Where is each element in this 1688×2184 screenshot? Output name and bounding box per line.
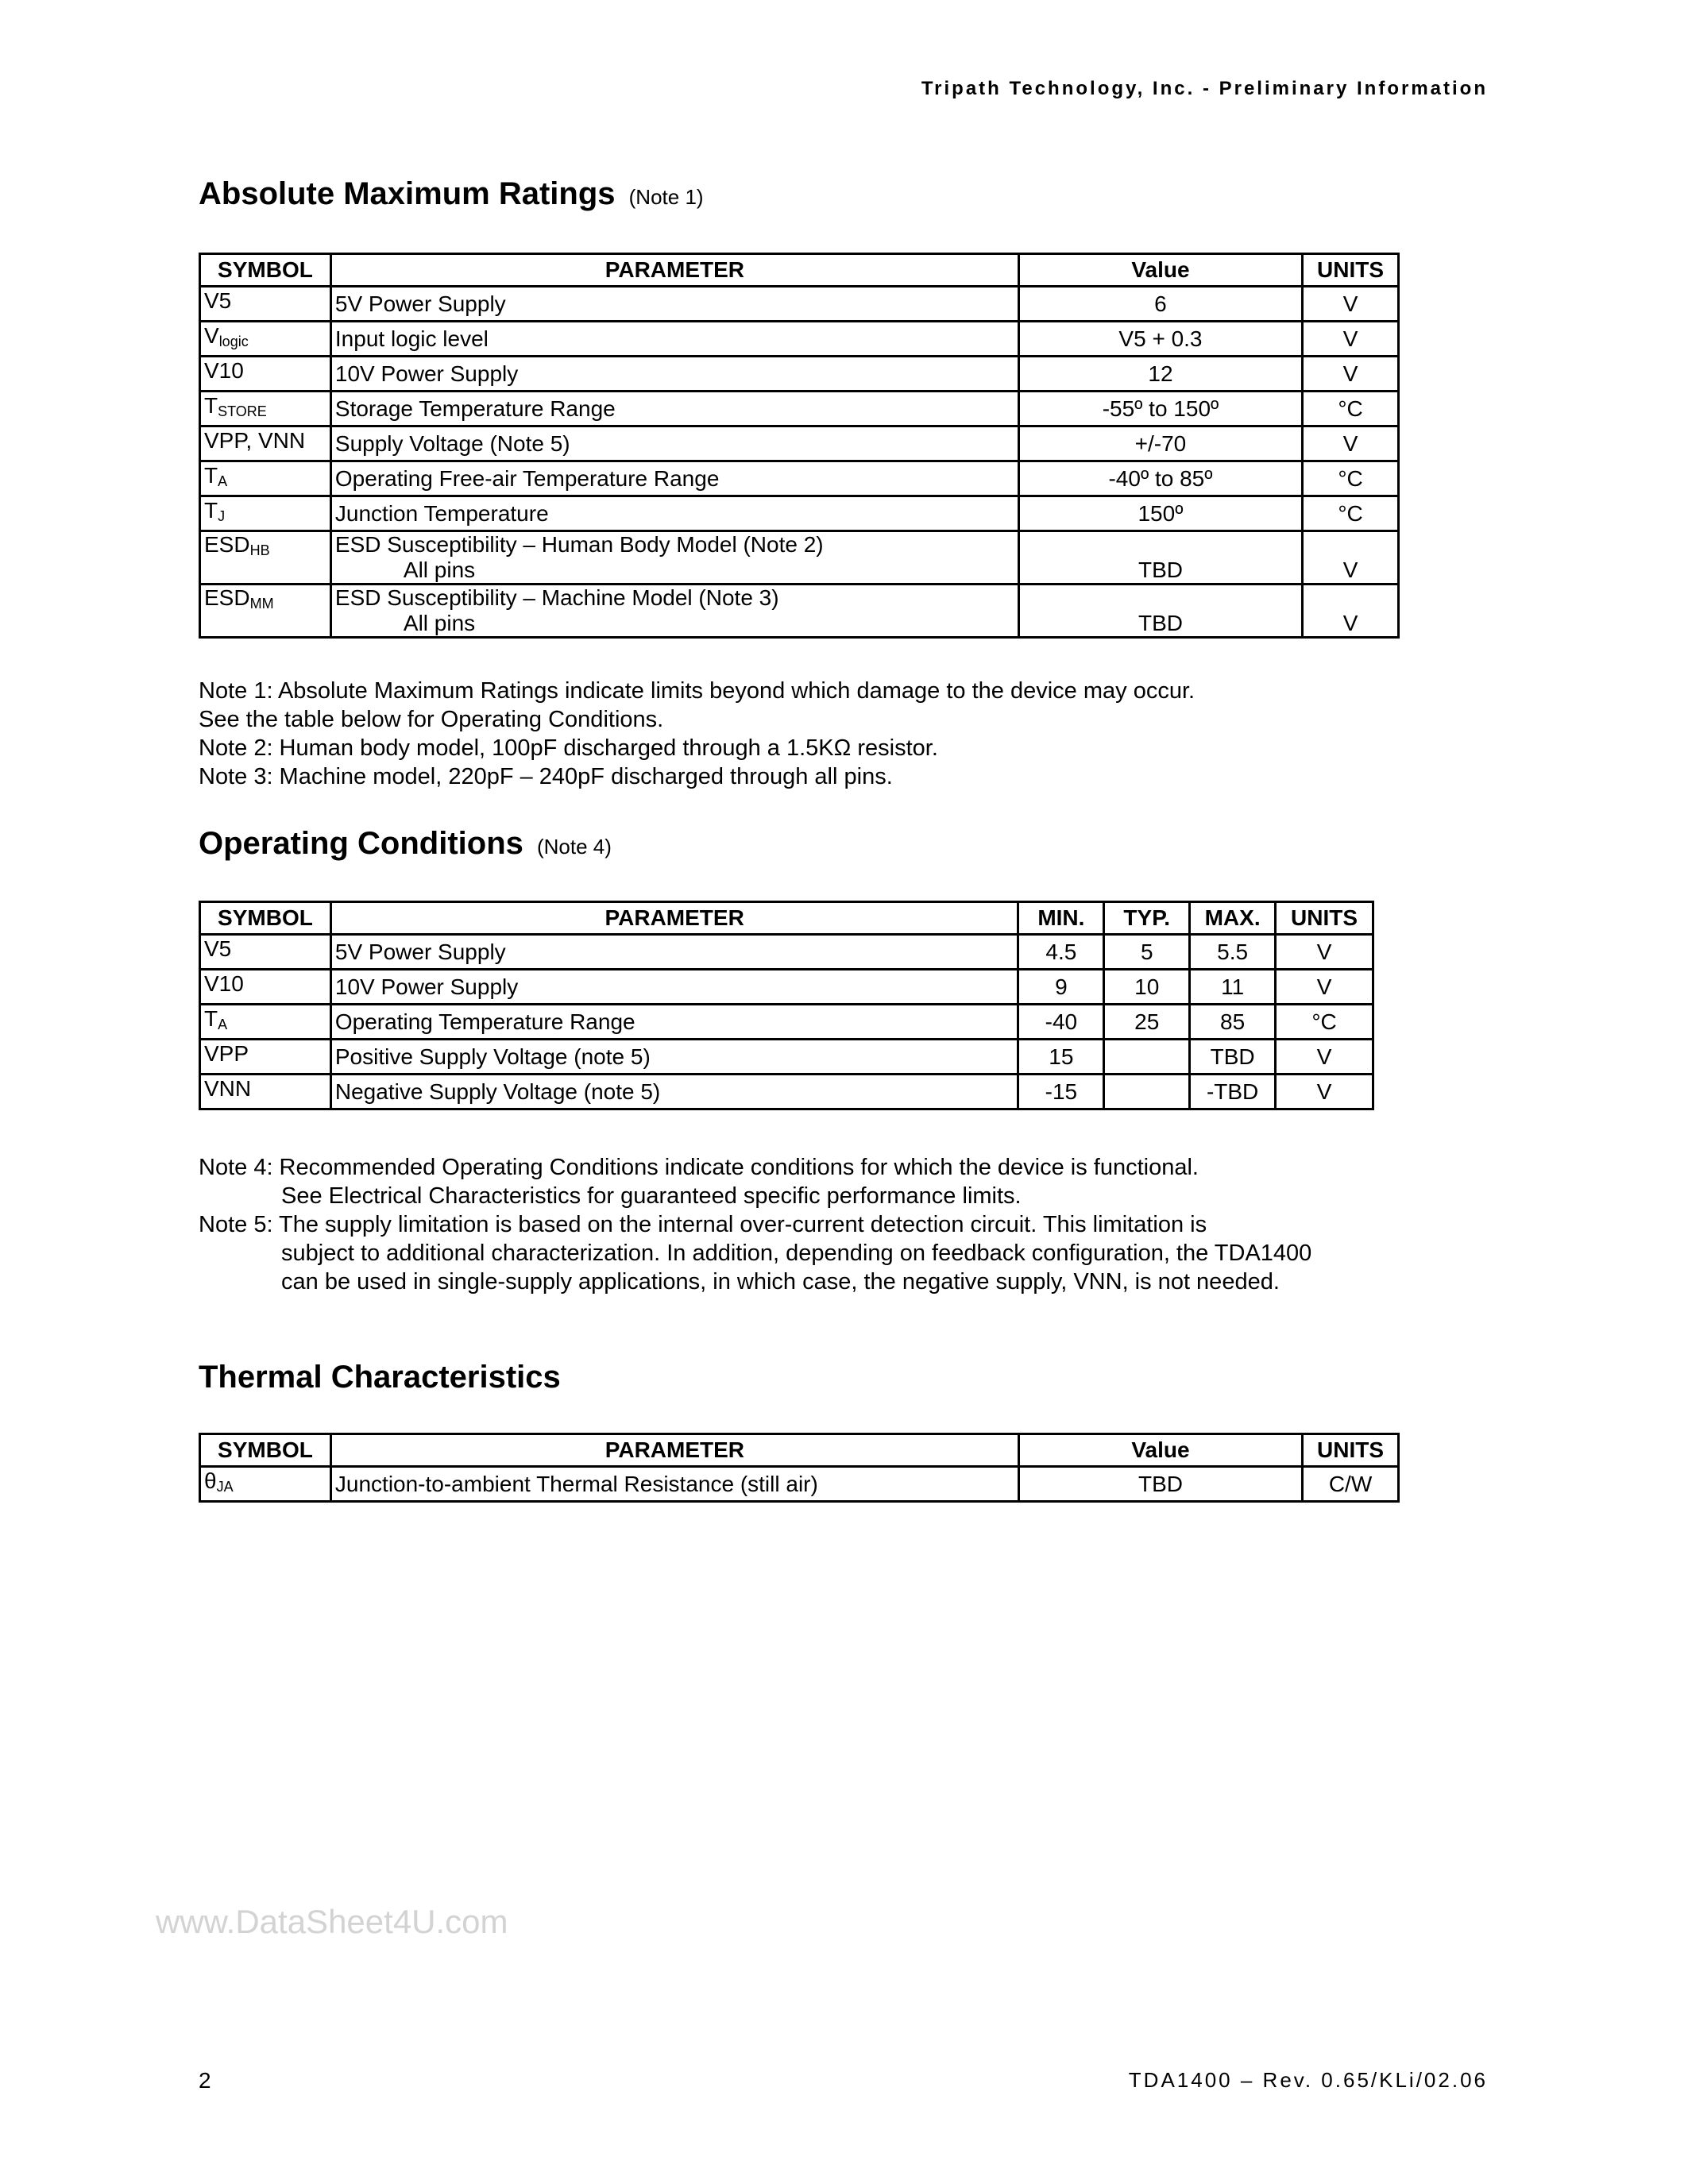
units-cell: V — [1303, 322, 1399, 357]
units-cell: V — [1303, 287, 1399, 322]
symbol-cell: $\theta_{JA}$ — [200, 1467, 331, 1502]
col-header: SYMBOL — [200, 1434, 331, 1467]
symbol-cell: $T_J$ — [200, 496, 331, 531]
table-row — [200, 322, 1399, 357]
units-cell: V — [1303, 426, 1399, 461]
page-number: 2 — [199, 2068, 211, 2093]
symbol-cell: $ESD_{HB}$ — [200, 531, 331, 585]
typ-cell: 10 — [1104, 970, 1190, 1005]
table-header-row — [200, 254, 1399, 287]
col-header: SYMBOL — [200, 902, 331, 935]
parameter-cell: Storage Temperature Range — [330, 392, 1018, 426]
table-row — [200, 1075, 1373, 1109]
symbol-cell: $T_A$ — [200, 1005, 331, 1040]
col-header: Value — [1018, 1434, 1302, 1467]
parameter-cell: Junction-to-ambient Thermal Resistance (still air) — [330, 1467, 1018, 1502]
note-line: can be used in single-supply applications, in which case, the negative supply, VNN, is not needed. — [281, 1269, 1280, 1295]
typ-cell — [1104, 1040, 1190, 1075]
note-line: Note 4: Recommended Operating Conditions indicate conditions for which the device is functional. — [199, 1155, 1199, 1180]
parameter-cell: Junction Temperature — [330, 496, 1018, 531]
min-cell: -15 — [1018, 1075, 1104, 1109]
parameter-cell: 5V Power Supply — [330, 935, 1018, 970]
typ-cell — [1104, 1075, 1190, 1109]
note-line: Note 3: Machine model, 220pF – 240pF discharged through all pins. — [199, 764, 893, 789]
page-header: Tripath Technology, Inc. - Preliminary Information — [921, 78, 1488, 99]
note-line: See Electrical Characteristics for guaranteed specific performance limits. — [281, 1183, 1022, 1209]
note-line: Note 5: The supply limitation is based on the internal over-current detection circuit. This limitation is — [199, 1212, 1207, 1237]
page-footer: TDA1400 – Rev. 0.65/KLi/02.06 — [1128, 2068, 1488, 2092]
abs-max-heading: Absolute Maximum Ratings — [199, 176, 616, 211]
units-cell: °C — [1303, 461, 1399, 496]
units-cell: V — [1303, 357, 1399, 392]
units-cell: °C — [1303, 392, 1399, 426]
units-cell: C/W — [1303, 1467, 1399, 1502]
table-row — [200, 357, 1399, 392]
min-cell: 15 — [1018, 1040, 1104, 1075]
typ-cell: 25 — [1104, 1005, 1190, 1040]
table-row — [200, 287, 1399, 322]
parameter-cell: 5V Power Supply — [330, 287, 1018, 322]
units-cell: V — [1303, 531, 1399, 585]
parameter-cell: Supply Voltage (Note 5) — [330, 426, 1018, 461]
table-row — [200, 1005, 1373, 1040]
value-cell: V5 + 0.3 — [1018, 322, 1302, 357]
table-row — [200, 392, 1399, 426]
symbol-cell: $ESD_{MM}$ — [200, 585, 331, 638]
thermal-title: Thermal Characteristics — [199, 1360, 561, 1395]
table-row — [200, 461, 1399, 496]
symbol-cell: $V_{logic}$ — [200, 322, 331, 357]
abs-max-table — [199, 253, 1400, 639]
op-cond-notes — [199, 1153, 1311, 1296]
units-cell: °C — [1303, 496, 1399, 531]
value-cell: TBD — [1018, 1467, 1302, 1502]
watermark-link[interactable]: www.DataSheet4U.com — [156, 1903, 508, 1940]
thermal-table — [199, 1433, 1400, 1503]
parameter-cell: 10V Power Supply — [330, 357, 1018, 392]
symbol-cell: VPP, VNN — [200, 426, 331, 461]
table-row — [200, 970, 1373, 1005]
col-header: PARAMETER — [330, 254, 1018, 287]
col-header: PARAMETER — [330, 902, 1018, 935]
parameter-cell: ESD Susceptibility – Human Body Model (Note 2) All pins — [330, 531, 1018, 585]
abs-max-title — [199, 176, 704, 212]
col-header: SYMBOL — [200, 254, 331, 287]
max-cell: 85 — [1190, 1005, 1276, 1040]
value-cell: -55º to 150º — [1018, 392, 1302, 426]
table-header-row — [200, 1434, 1399, 1467]
table-row — [200, 496, 1399, 531]
note-line: subject to additional characterization. In addition, depending on feedback configuration, the TDA1400 — [281, 1241, 1312, 1266]
min-cell: -40 — [1018, 1005, 1104, 1040]
op-cond-title — [199, 826, 612, 862]
parameter-cell: Operating Temperature Range — [330, 1005, 1018, 1040]
value-cell: TBD — [1018, 585, 1302, 638]
typ-cell: 5 — [1104, 935, 1190, 970]
max-cell: 5.5 — [1190, 935, 1276, 970]
op-cond-table — [199, 901, 1374, 1110]
units-cell: V — [1276, 935, 1373, 970]
col-header: MAX. — [1190, 902, 1276, 935]
col-header: PARAMETER — [330, 1434, 1018, 1467]
min-cell: 4.5 — [1018, 935, 1104, 970]
units-cell: °C — [1276, 1005, 1373, 1040]
col-header: UNITS — [1303, 254, 1399, 287]
table-row — [200, 531, 1399, 585]
units-cell: V — [1276, 1075, 1373, 1109]
note-line: Note 2: Human body model, 100pF discharged through a 1.5KΩ resistor. — [199, 735, 938, 761]
value-cell: TBD — [1018, 531, 1302, 585]
op-cond-note-ref: (Note 4) — [537, 835, 612, 859]
col-header: MIN. — [1018, 902, 1104, 935]
max-cell: 11 — [1190, 970, 1276, 1005]
value-cell: -40º to 85º — [1018, 461, 1302, 496]
table-row — [200, 426, 1399, 461]
value-cell: +/-70 — [1018, 426, 1302, 461]
symbol-cell: $T_{STORE}$ — [200, 392, 331, 426]
table-row — [200, 585, 1399, 638]
col-header: UNITS — [1303, 1434, 1399, 1467]
symbol-cell: V10 — [200, 357, 331, 392]
min-cell: 9 — [1018, 970, 1104, 1005]
symbol-cell: V10 — [200, 970, 331, 1005]
symbol-cell: VPP — [200, 1040, 331, 1075]
note-line: See the table below for Operating Conditions. — [199, 707, 664, 732]
table-row — [200, 1040, 1373, 1075]
symbol-cell: $T_A$ — [200, 461, 331, 496]
col-header: Value — [1018, 254, 1302, 287]
symbol-cell: V5 — [200, 287, 331, 322]
abs-max-note-ref: (Note 1) — [628, 185, 704, 209]
value-cell: 12 — [1018, 357, 1302, 392]
units-cell: V — [1276, 970, 1373, 1005]
col-header: TYP. — [1104, 902, 1190, 935]
units-cell: V — [1303, 585, 1399, 638]
max-cell: TBD — [1190, 1040, 1276, 1075]
parameter-cell: ESD Susceptibility – Machine Model (Note 3) All pins — [330, 585, 1018, 638]
parameter-cell: Positive Supply Voltage (note 5) — [330, 1040, 1018, 1075]
units-cell: V — [1276, 1040, 1373, 1075]
col-header: UNITS — [1276, 902, 1373, 935]
value-cell: 150º — [1018, 496, 1302, 531]
parameter-cell: Input logic level — [330, 322, 1018, 357]
table-header-row — [200, 902, 1373, 935]
value-cell: 6 — [1018, 287, 1302, 322]
table-row — [200, 1467, 1399, 1502]
parameter-cell: Negative Supply Voltage (note 5) — [330, 1075, 1018, 1109]
note-line: Note 1: Absolute Maximum Ratings indicate limits beyond which damage to the device may occur. — [199, 678, 1196, 704]
op-cond-heading: Operating Conditions — [199, 826, 523, 861]
abs-max-notes — [199, 677, 1195, 791]
table-row — [200, 935, 1373, 970]
symbol-cell: V5 — [200, 935, 331, 970]
parameter-cell: Operating Free-air Temperature Range — [330, 461, 1018, 496]
symbol-cell: VNN — [200, 1075, 331, 1109]
parameter-cell: 10V Power Supply — [330, 970, 1018, 1005]
max-cell: -TBD — [1190, 1075, 1276, 1109]
